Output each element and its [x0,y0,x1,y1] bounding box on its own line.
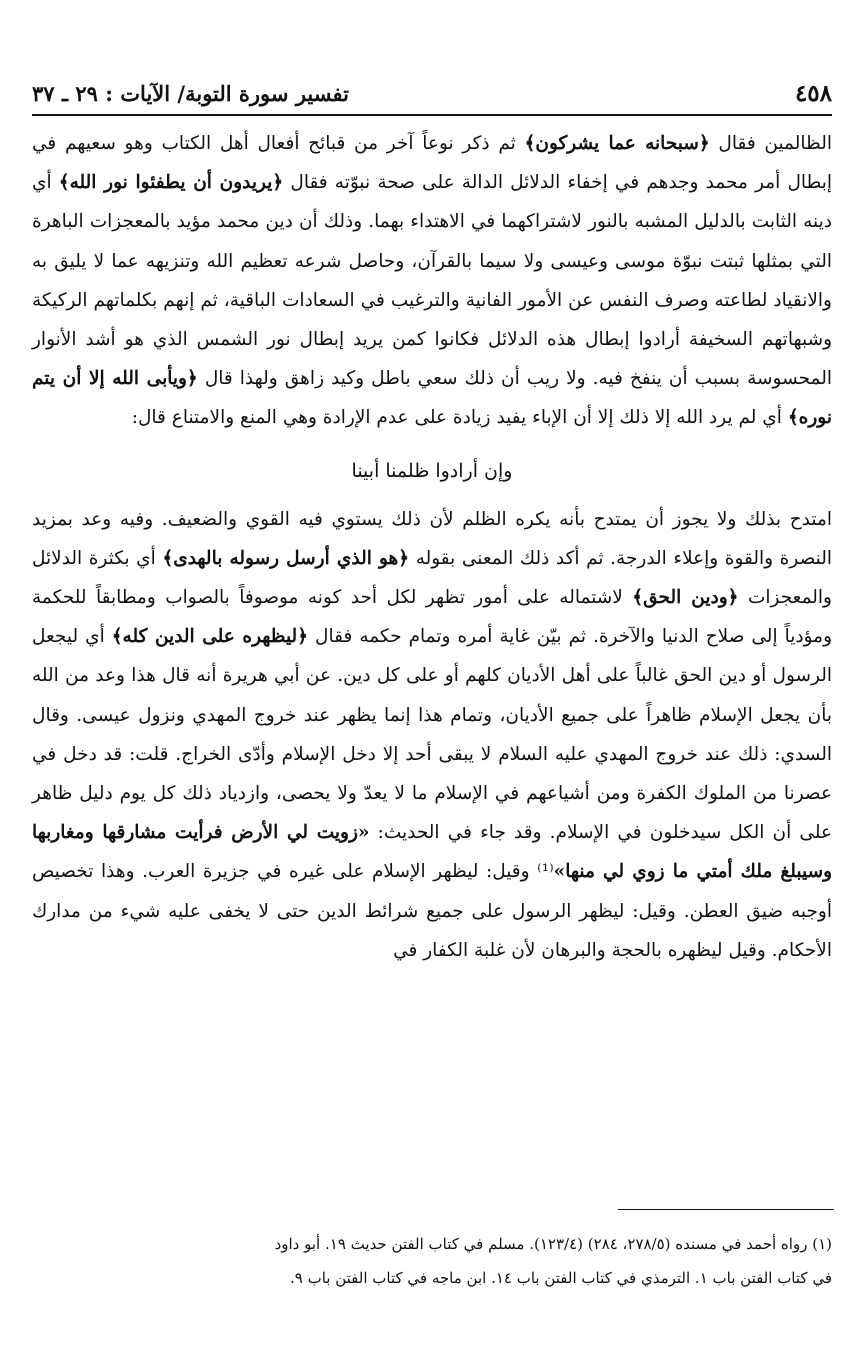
footnote-divider [618,1209,834,1210]
page-header [32,74,832,114]
footnotes [32,1227,832,1295]
text-run: أي لم يرد الله إلا ذلك إلا أن الإباء يفيد زيادة على عدم الإرادة وهي المنع والامتناع قال: [131,407,788,429]
quran-quote: ﴿هو الذي أرسل رسوله بالهدى﴾ [162,547,410,569]
text-run: أي دينه الثابت بالدليل المشبه بالنور لاشتراكهما في الاهتداء بهما. وذلك أن دين محمد مؤيد بالمعجزات الباهرة التي بمثلها ثبتت نبوّة موسى وعيسى ولا سيما بالقرآن، وحاصل شرعه تعظيم الله وتنزيهه عما لا يليق به والانقياد لطاعته وصرف النفس عن الأمور الفانية والترغيب في السعادات الباقية، ثم إنهم بكلماتهم الركيكة وشبهاتهم السخيفة أرادوا إبطال هذه الدلائل فكانوا كمن يريد إبطال نور الشمس الذي هو أشد الأنوار المحسوسة بسبب أن ينفخ فيه. ولا ريب أن ذلك سعي باطل وكيد زاهق ولهذا قال [32,172,832,390]
text-run: وقيل: ليظهر الإسلام على غيره في جزيرة العرب. وهذا تخصيص أوجبه ضيق العطن. وقيل: ليظهر الرسول على جميع شرائط الدين حتى لا يخفى عليه شيء من مدارك الأحكام. وقيل ليظهره بالحجة والبرهان لأن غلبة الكفار في [32,861,832,961]
poetry-verse: وإن أرادوا ظلمنا أبينا [351,459,513,482]
quran-quote: ﴿ليظهره على الدين كله﴾ [111,626,309,648]
quran-quote: ﴿سبحانه عما يشركون﴾ [524,133,710,154]
header-divider [32,114,832,116]
hadith-quote: «زويت لي الأرض فرأيت مشارقها ومغاربها وسيبلغ ملك أمتي ما زوي لي منها» [32,822,832,883]
quran-quote: ﴿يريدون أن يطفئوا نور الله﴾ [58,172,284,194]
running-title: تفسير سورة التوبة/ الآيات : ٢٩ ـ ٣٧ [32,81,349,106]
footnote-line: في كتاب الفتن باب ١. الترمذي في كتاب الفتن باب ١٤. ابن ماجه في كتاب الفتن باب ٩. [289,1269,832,1287]
page-number: ٤٥٨ [794,80,832,107]
text-run: الظالمين فقال [709,133,832,154]
text-run: أي بكثرة الدلائل والمعجزات [32,547,832,609]
text-run: امتدح بذلك ولا يجوز أن يمتدح بأنه يكره الظلم لأن ذلك يستوي فيه القوي والضعيف. وفيه وعد بمزيد النصرة والقوة وإعلاء الدرجة. ثم أكد ذلك المعنى بقوله [32,508,832,569]
text-run: لاشتماله على أمور تظهر لكل أحد كونه موصوفاً بالصواب ومطابقاً للحكمة ومؤدياً إلى صلاح الدنيا والآخرة. ثم بيّن غاية أمره وتمام حكمه فقال [32,587,833,648]
page-body [32,124,832,970]
text-run: أي ليجعل الرسول أو دين الحق غالباً على أهل الأديان كلهم أو على كل دين. عن أبي هريرة أنه قال هذا وعد من الله بأن يجعل الإسلام ظاهراً على جميع الأديان، وتمام هذا إنما يظهر عند خروج المهدي ونزول عيسى. وقال السدي: ذلك عند خروج المهدي عليه السلام لا يبقى أحد إلا دخل الإسلام وأدّى الخراج. قلت: قد دخل في عصرنا من الملوك الكفرة ومن أشياعهم في الإسلام ما لا يعدّ ولا يحصى، وازدياد ذلك كل يوم دليل ظاهر على أن الكل سيدخلون في الإسلام. وقد جاء في الحديث: [32,626,832,844]
footnote-marker: ⁽¹⁾ [537,861,554,883]
quran-quote: ﴿ويأبى الله إلا أن يتم نوره﴾ [32,368,832,429]
text-run: ثم ذكر نوعاً آخر من قبائح أفعال أهل الكتاب وهو سعيهم في إبطال أمر محمد وجدهم في إخفاء الدلائل الدالة على صحة نبوّته فقال [32,133,832,194]
paragraph-2 [32,500,832,970]
paragraph-1 [32,124,832,438]
quran-quote: ﴿ودين الحق﴾ [632,587,739,609]
footnote-line: (١) رواه أحمد في مسنده (٢٧٨/٥، ٢٨٤) (١٢٣/٤). مسلم في كتاب الفتن حديث ١٩. أبو داود [274,1235,832,1253]
